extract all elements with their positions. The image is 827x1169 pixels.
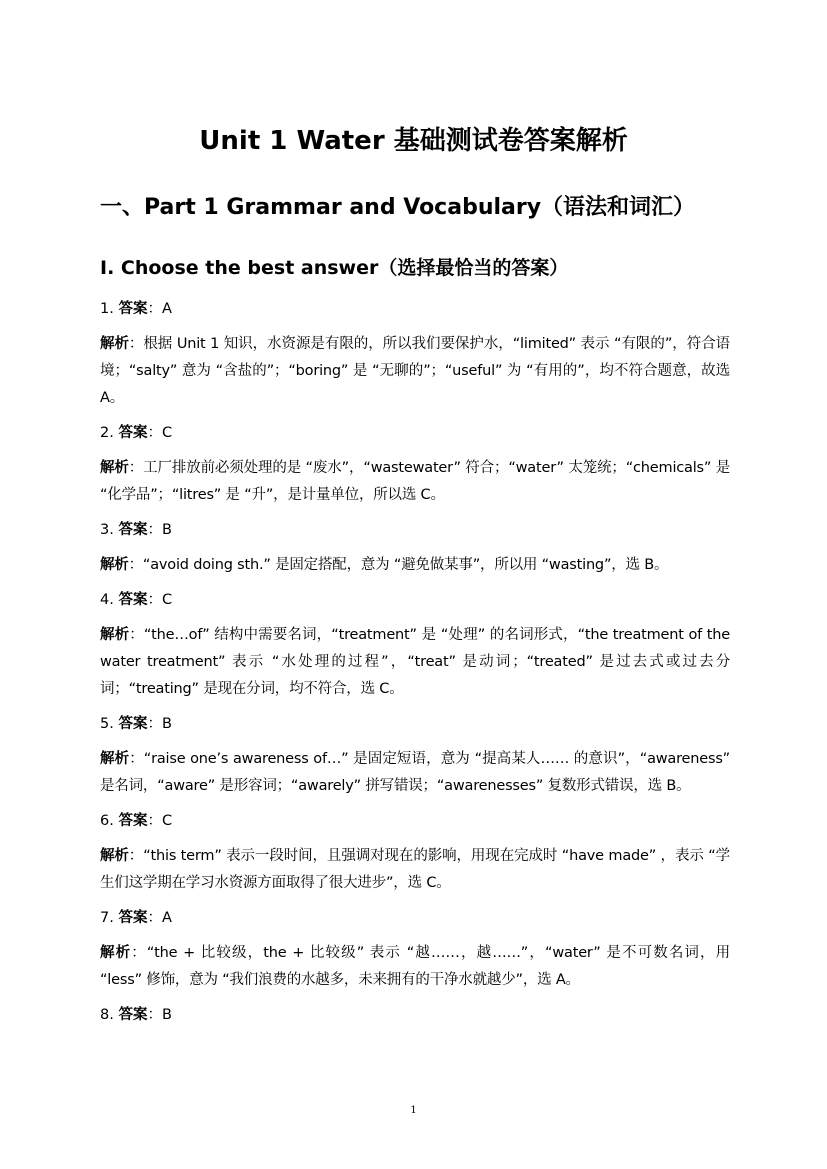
page-number: 1 — [410, 1105, 417, 1116]
answer-line — [100, 296, 730, 323]
explanation-text: “the + 比较级，the + 比较级” 表示 “越……，越……”，“water” 是不可数名词，用 “less” 修饰，意为 “我们浪费的水越多，未来拥有的干净水就越少”，选 A。 — [100, 945, 730, 988]
explain-label: 解析 — [100, 751, 130, 767]
answer-value: A — [161, 301, 172, 317]
section-heading: 一、Part 1 Grammar and Vocabulary（语法和词汇） — [100, 195, 696, 220]
separator: ： — [129, 751, 144, 767]
explanation-text: 工厂排放前必须处理的是 “废水”，“wastewater” 符合；“water” 太笼统；“chemicals” 是 “化学品”；“litres” 是 “升”，是计量单位，所以选 C。 — [100, 460, 730, 503]
explanation — [100, 552, 730, 579]
answer-value: B — [161, 1007, 172, 1023]
explanation-text: “avoid doing sth.” 是固定搭配，意为 “避免做某事”，所以用 “wasting”，选 B。 — [142, 557, 669, 573]
explain-label: 解析 — [100, 557, 129, 573]
answer-line — [100, 517, 730, 544]
answer-label: 答案 — [118, 522, 148, 538]
separator: ： — [147, 813, 162, 829]
answer-value: B — [161, 522, 172, 538]
separator: ： — [147, 592, 162, 608]
answer-value: A — [161, 910, 172, 926]
item-number: 5. — [100, 716, 114, 732]
separator: ： — [129, 627, 144, 643]
answer-label: 答案 — [118, 301, 148, 317]
explanation-text: “this term” 表示一段时间，且强调对现在的影响，用现在完成时 “have made” ，表示 “学生们这学期在学习水资源方面取得了很大进步”，选 C。 — [100, 848, 730, 891]
separator: ： — [147, 522, 162, 538]
separator: ： — [147, 716, 162, 732]
explain-label: 解析 — [100, 627, 130, 643]
separator: ： — [147, 1007, 162, 1023]
explanation-text: “the…of” 结构中需要名词，“treatment” 是 “处理” 的名词形式，“the treatment of the water treatment” 表示 “水处理的过程”，“treat” 是动词；“treated” 是过去式或过去分词；“treating” 是现在分词，均不符合，选 C。 — [100, 627, 730, 697]
answer-line — [100, 905, 730, 932]
explanation-text: “raise one’s awareness of…” 是固定短语，意为 “提高某人…… 的意识”，“awareness” 是名词，“aware” 是形容词；“awarely” 拼写错误；“awarenesses” 复数形式错误，选 B。 — [100, 751, 730, 794]
explanation-text: 根据 Unit 1 知识，水资源是有限的，所以我们要保护水，“limited” 表示 “有限的”，符合语境；“salty” 意为 “含盐的”；“boring” 是 “无聊的”；“useful” 为 “有用的”，均不符合题意，故选 A。 — [100, 336, 730, 406]
separator: ： — [128, 460, 144, 476]
item-number: 6. — [100, 813, 114, 829]
explanation — [100, 940, 730, 994]
answer-label: 答案 — [118, 1007, 148, 1023]
answer-value: B — [161, 716, 172, 732]
separator: ： — [147, 910, 162, 926]
explanation — [100, 455, 730, 509]
answer-line — [100, 808, 730, 835]
separator: ： — [147, 425, 162, 441]
explain-label: 解析 — [100, 848, 129, 864]
answer-value: C — [161, 813, 173, 829]
answer-line — [100, 587, 730, 614]
item-number: 7. — [100, 910, 114, 926]
answer-label: 答案 — [118, 910, 148, 926]
item-number: 2. — [100, 425, 114, 441]
explanation — [100, 746, 730, 800]
separator: ： — [128, 848, 144, 864]
explain-label: 解析 — [100, 460, 129, 476]
item-number: 1. — [100, 301, 114, 317]
answer-line — [100, 420, 730, 447]
separator: ： — [131, 945, 147, 961]
answer-label: 答案 — [118, 425, 148, 441]
item-number: 8. — [100, 1007, 114, 1023]
answer-line — [100, 1002, 730, 1029]
answer-label: 答案 — [118, 592, 148, 608]
explain-label: 解析 — [100, 945, 132, 961]
sub-heading: I. Choose the best answer（选择最恰当的答案） — [100, 257, 569, 279]
explanation — [100, 331, 730, 412]
explanation — [100, 622, 730, 703]
separator: ： — [128, 557, 143, 573]
answer-list — [100, 296, 730, 1037]
answer-value: C — [161, 592, 173, 608]
document-title: Unit 1 Water 基础测试卷答案解析 — [199, 126, 628, 156]
separator: ： — [128, 336, 144, 352]
separator: ： — [147, 301, 162, 317]
answer-label: 答案 — [118, 716, 148, 732]
answer-label: 答案 — [118, 813, 148, 829]
item-number: 4. — [100, 592, 114, 608]
answer-line — [100, 711, 730, 738]
explanation — [100, 843, 730, 897]
explain-label: 解析 — [100, 336, 129, 352]
answer-value: C — [161, 425, 173, 441]
item-number: 3. — [100, 522, 114, 538]
